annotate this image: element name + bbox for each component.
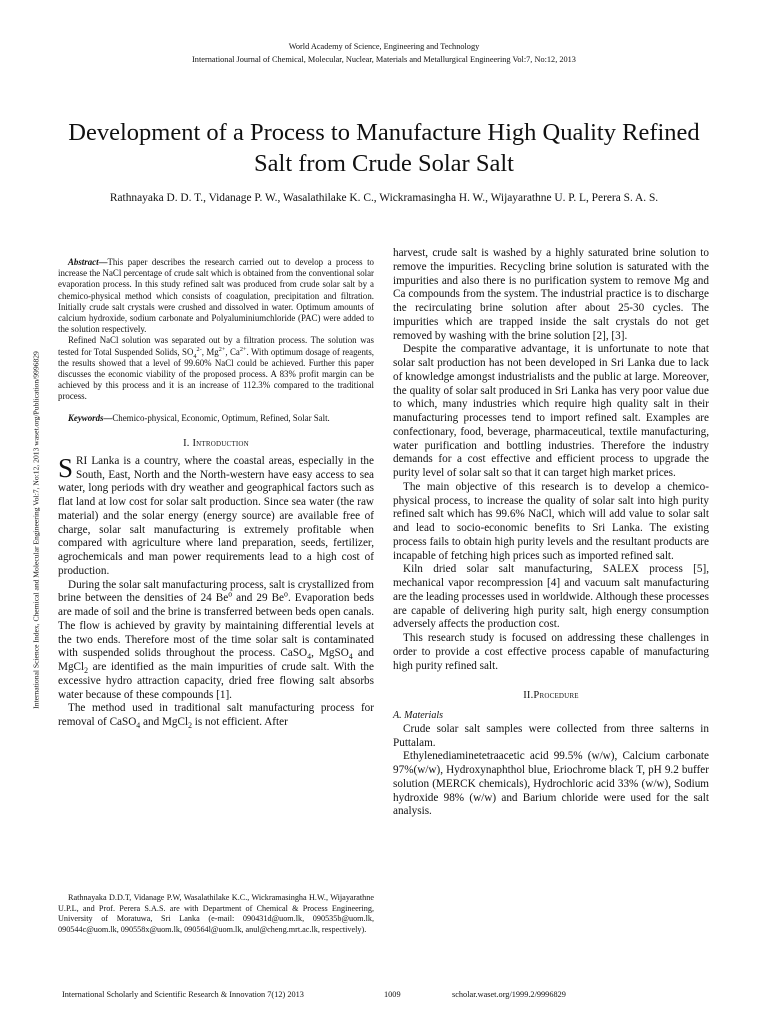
footer-doi-link[interactable]: scholar.waset.org/1999.2/9996829 xyxy=(452,990,566,999)
body-paragraph: Crude solar salt samples were collected from three salterns in Puttalam. xyxy=(393,722,709,749)
journal-header-line2: International Journal of Chemical, Molecular, Nuclear, Materials and Metallurgical Engineering Vol:7, No:12, 2013 xyxy=(192,55,576,64)
journal-header-line1: World Academy of Science, Engineering and Technology xyxy=(288,42,480,51)
author-list: Rathnayaka D. D. T., Vidanage P. W., Wasalathilake K. C., Wickramasingha H. W., Wijayarathne U. P. L, Perera S. A. S. xyxy=(109,192,659,204)
abstract-paragraph-1: Abstract—This paper describes the research carried out to develop a process to increase the NaCl percentage of crude salt which is obtained from the conventional solar evaporation process. In this study refined salt was produced from crude solar salt by a chemico-physical method which consists of coagulation, precipitation and filtration. Initially crude salt crystals were crushed and dissolved in water. Optimum amounts of calcium hydroxide, sodium carbonate and Polyaluminiumchloride (PAC) were added to the solution respectively. xyxy=(58,257,374,335)
section-heading-introduction: I. Introduction xyxy=(183,437,249,449)
left-column xyxy=(58,257,374,730)
keywords: Keywords—Chemico-physical, Economic, Optimum, Refined, Solar Salt. xyxy=(68,412,330,423)
drop-cap: S xyxy=(58,452,74,483)
footer-publisher: International Scholarly and Scientific Research & Innovation 7(12) 2013 xyxy=(62,990,304,999)
body-paragraph: The main objective of this research is to develop a chemico-physical process, to increase the quality of solar salt into high purity refined salt which has 99.6% NaCl, which will add value to solar salt and lead to socio-economic benefits to Sri Lanka. The existing process fails to obtain high purity levels and the resultant products are incapable of fetching high prices such as imported refined salt. xyxy=(393,480,709,562)
body-paragraph-continued: harvest, crude salt is washed by a highly saturated brine solution to remove the impurities. Recycling brine solution is saturated with the impurities and also there is no purification system to remove Mg and Ca compounds from the system. The industrial practice is to discharge the recirculating brine solution after about 25-30 cycles. The impurities which are trapped inside the salt crystals do not get removed by washing with the brine solution [2], [3]. xyxy=(393,247,709,342)
keywords-label: Keywords— xyxy=(68,412,113,423)
paper-title: Development of a Process to Manufacture High Quality Refined Salt from Crude Solar Salt xyxy=(68,119,700,177)
author-affiliation-footnote: Rathnayaka D.D.T, Vidanage P.W, Wasalathilake K.C., Wickramasingha H.W., Wijayarathne U.P.L, and Prof. Perera S.A.S. are with Department of Chemical & Process Engineering, University of Moratuwa, Sri Lanka (e-mail: 090431d@uom.lk, 090535b@uom.lk, 090544c@uom.lk, 090558x@uom.lk, 090564l@uom.lk, anul@cheng.mrt.ac.lk, respectively). xyxy=(58,893,374,934)
intro-paragraph-3: The method used in traditional salt manufacturing process for removal of CaSO$_4$ and MgCl$_2$ is not efficient. After xyxy=(58,702,374,731)
subsection-heading-materials: A. Materials xyxy=(393,710,443,721)
right-column xyxy=(393,247,709,819)
intro-paragraph-1: SRI Lanka is a country, where the coastal areas, especially in the South, East, North and the North-western have easy access to sea water, long periods with dry weather and geographical factors such as flat land at low cost for solar salt production. Since sea water (the raw material) and the solar energy (energy source) are available free of charge, solar salt manufacturing is extremely profitable when compared with agriculture where land preparation, seeds, fertilizer, agrochemicals and man power requirements lead to a high cost of production. xyxy=(58,452,374,577)
introduction-body xyxy=(58,452,375,731)
abstract-label: Abstract— xyxy=(68,257,108,267)
abstract xyxy=(58,257,374,424)
journal-header xyxy=(0,40,768,66)
intro-paragraph-2: During the solar salt manufacturing process, salt is crystallized from brine between the densities of 24 Be$^o$ and 29 Be$^o$. Evaporation beds are made of soil and the brine is transferred between beds open canals. The flow is achieved by gravity by maintaining differential levels at the two ends. Therefore most of the time solar salt is contaminated with suspended solids throughout the process. CaSO$_4$, MgSO$_4$ and MgCl$_2$ are identified as the main impurities of crude salt. With the excessive hydro attraction capacity, dried free flowing salt absorbs water because of these compounds [1]. xyxy=(58,578,375,701)
body-paragraph: Kiln dried solar salt manufacturing, SALEX process [5], mechanical vapor recompression [4] and vacuum salt manufacturing are the leading processes used in worldwide. Although these processes are capable of delivering high purity salt, high energy consumption adversely affects the production cost. xyxy=(393,563,709,631)
abstract-paragraph-2: Refined NaCl solution was separated out by a filtration process. The solution was tested for Total Suspended Solids, $SO_4^{2-}$, $Mg^{2+}$, $Ca^{2+}$. With optimum dosage of reagents, the results showed that a level of 99.60% NaCl could be achieved. Further this paper discusses the economic viability of the proposed process. A 83% profit margin can be achieved by this process and it is an increase of 112.3% compared to the traditional process. xyxy=(58,335,375,402)
vertical-sidebar xyxy=(24,180,48,880)
sidebar-text: International Science Index, Chemical and Molecular Engineering Vol:7, No:12, 2013 waset.org/Publication/9996829 xyxy=(31,351,41,709)
body-paragraph: Ethylenediaminetetraacetic acid 99.5% (w/w), Calcium carbonate 97%(w/w), Hydroxynaphthol blue, Eriochrome black T, pH 9.2 buffer solution (MERCK chemicals), Hydrochloric acid 33% (w/w), Sodium hydroxide 98% (w/w) and Barium chloride were used for the salt analysis. xyxy=(393,750,709,818)
page-number: 1009 xyxy=(384,990,401,999)
body-paragraph: This research study is focused on addressing these challenges in order to provide a cost effective process capable of manufacturing high purity refined salt. xyxy=(393,632,709,672)
section-heading-procedure: II.Procedure xyxy=(523,690,579,702)
body-paragraph: Despite the comparative advantage, it is unfortunate to note that solar salt production has not been developed in Sri Lanka due to lack of knowledge amongst industrialists and the public at large. Moreover, the quality of solar salt produced in Sri Lanka has very poor value due to which, many industries which require high quality salt in their manufacturing processes tend to import refined salt. Examples are confectionary, food, beverage, pharmaceutical, textile manufacturing, water purification and bottling industries. Therefore the industry demands for a cost effective and efficient process to upgrade the purity level of solar salt so that it can target high market prices. xyxy=(393,343,709,479)
